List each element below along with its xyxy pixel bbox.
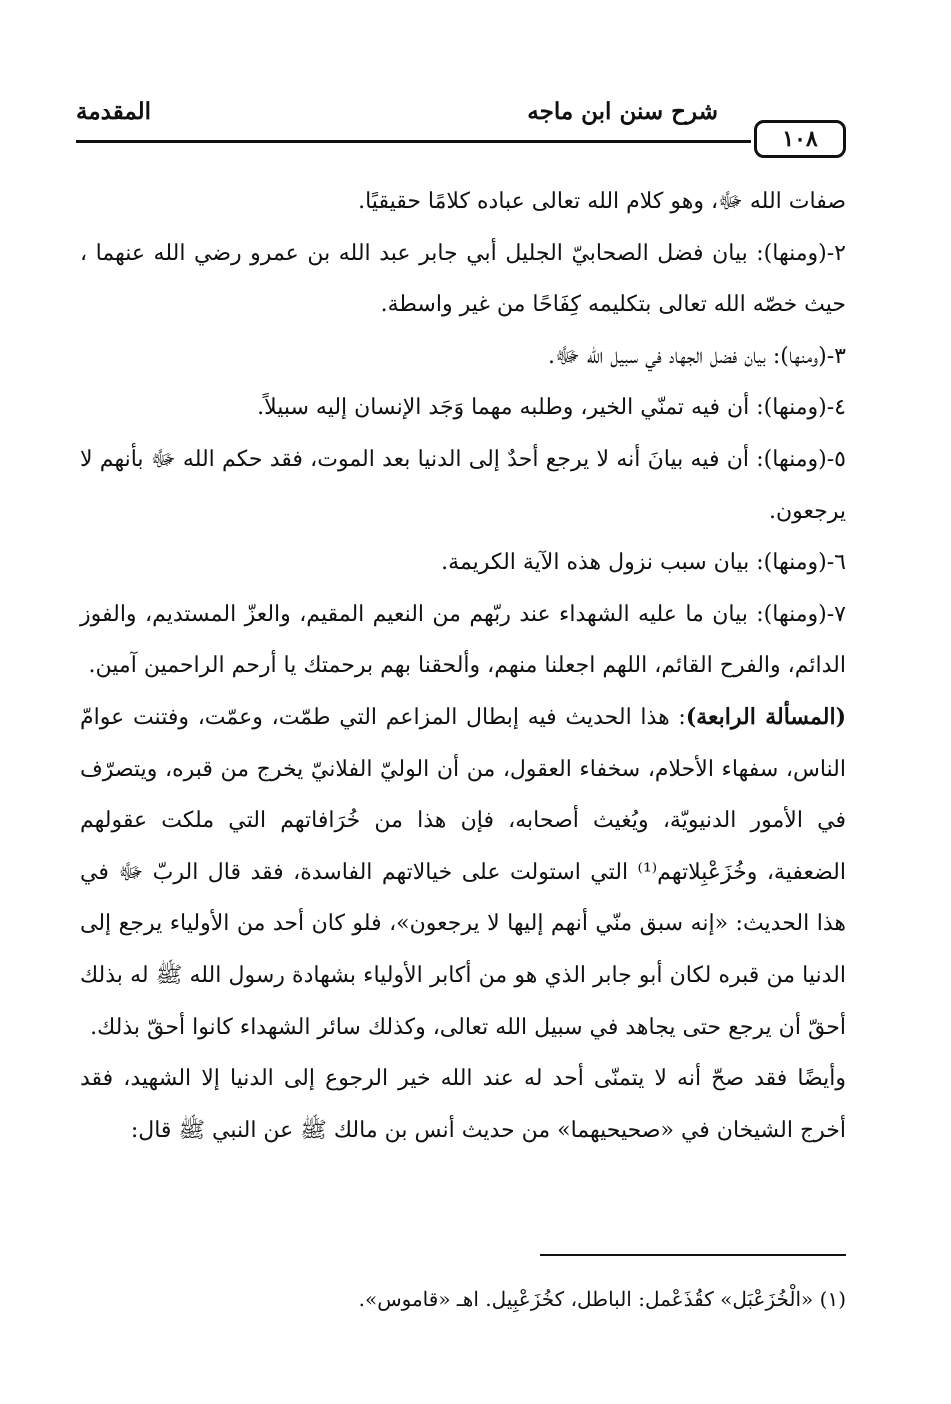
paragraph-9: وأيضًا فقد صحّ أنه لا يتمنّى أحد له عند الله خير الرجوع إلى الدنيا إلا الشهيد، فقد أخرج الشيخان في «صحيحيهما» من حديث أنس بن مالك ﷺ عن النبي ﷺ قال: xyxy=(80,1066,846,1143)
paragraph-3: ٣-(ومنها): بيان فضل الجهاد في سبيل الله ﷻ. xyxy=(547,343,846,369)
paragraph-6: ٦-(ومنها): بيان سبب نزول هذه الآية الكريمة. xyxy=(441,550,846,576)
page-number: ١٠٨ xyxy=(754,120,846,158)
footnote-rule xyxy=(540,1254,846,1256)
issue-label: (المسألة الرابعة) xyxy=(685,703,846,730)
issue-text: : هذا الحديث فيه إبطال المزاعم التي طمّت، وعمّت، وفتنت عوامّ الناس، سفهاء الأحلام، سخفاء العقول، من أن الوليّ الفلانيّ يخرج من قبره، ويتصرّف في الأمور الدنيويّة، ويُغيث أصحابه، فإن هذا من خُرَافاتهم التي ملكت عقولهم الضعفية، وخُزَعْبِلاتهم⁽¹⁾ التي استولت على خيالاتهم الفاسدة، فقد قال الربّ ﷻ في هذا الحديث: «إنه سبق منّي أنهم إليها لا يرجعون»، فلو كان أحد من الأولياء يرجع إلى الدنيا من قبره لكان أبو جابر الذي هو من أكابر الأولياء بشهادة رسول الله ﷺ له بذلك أحقّ أن يرجع حتى يجاهد في سبيل الله تعالى، وكذلك سائر الشهداء كانوا أحقّ بذلك. xyxy=(80,704,846,1040)
page-header xyxy=(76,92,846,152)
paragraph-1: صفات الله ﷻ، وهو كلام الله تعالى عباده كلامًا حقيقيًا. xyxy=(358,189,846,214)
main-text xyxy=(80,176,846,1156)
paragraph-4: ٤-(ومنها): أن فيه تمنّي الخير، وطلبه مهما وَجَد الإنسان إليه سبيلاً. xyxy=(257,395,846,421)
paragraph-7: ٧-(ومنها): بيان ما عليه الشهداء عند ربّهم من النعيم المقيم، والعزّ المستديم، والفوز الدائم، والفرح القائم، اللهم اجعلنا منهم، وألحقنا بهم برحمتك يا أرحم الراحمين آمين. xyxy=(80,601,846,679)
paragraph-8 xyxy=(80,692,846,1053)
header-rule xyxy=(76,140,751,143)
paragraph-2: ٢-(ومنها): بيان فضل الصحابيّ الجليل أبي جابر عبد الله بن عمرو رضي الله عنهما ، حيث خصّه الله تعالى بتكليمه كِفَاحًا من غير واسطة. xyxy=(80,240,846,318)
section-title: المقدمة xyxy=(76,98,152,125)
footnote: (١) «الْخُزَعْبَل» كقُذَعْمل: الباطل، كخُزَعْبِيل. اهـ «قاموس». xyxy=(358,1287,846,1311)
book-title: شرح سنن ابن ماجه xyxy=(527,98,718,125)
paragraph-5: ٥-(ومنها): أن فيه بيانَ أنه لا يرجع أحدٌ إلى الدنيا بعد الموت، فقد حكم الله ﷻ بأنهم لا يرجعون. xyxy=(80,446,846,524)
